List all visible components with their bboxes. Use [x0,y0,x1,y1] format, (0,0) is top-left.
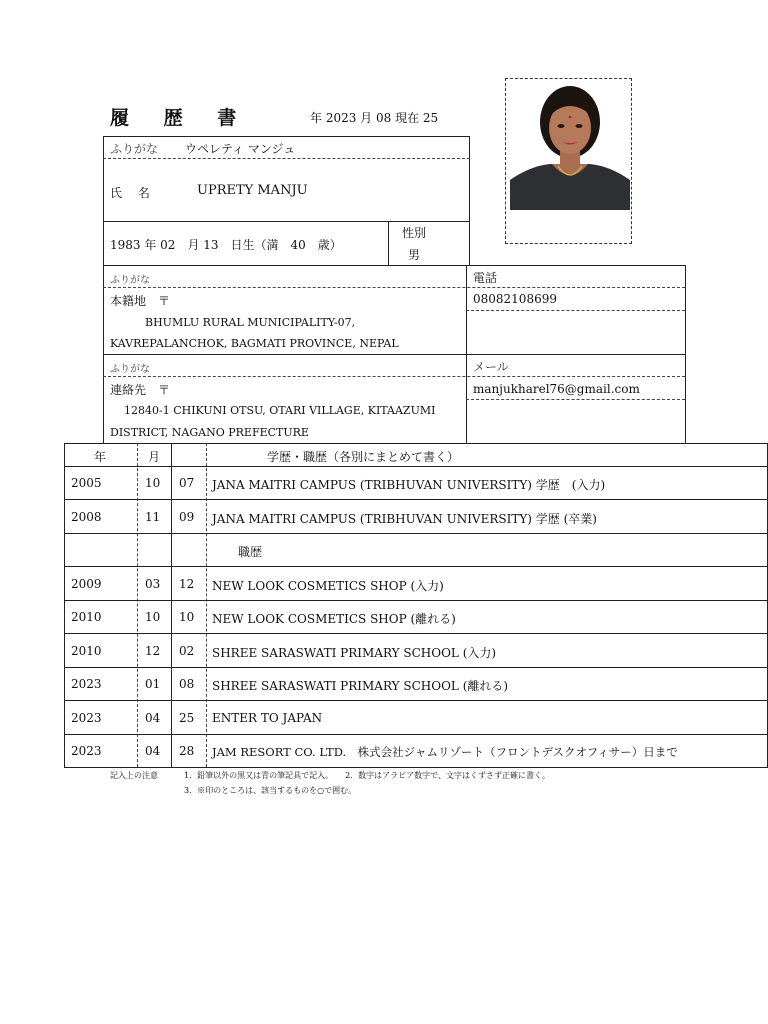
notes-line2: 3．※印のところは、該当するものを○で囲む。 [184,786,357,795]
row-day: 28 [179,744,195,758]
domicile-address-line2: KAVREPALANCHOK, BAGMATI PROVINCE, NEPAL [110,337,399,350]
contact-furigana-divider [103,376,685,377]
row-description: JANA MAITRI CAMPUS (TRIBHUVAN UNIVERSITY) 学歴 (卒業) [212,512,597,526]
row-line [64,533,768,534]
furigana-label: ふりがな [110,142,159,156]
photo-frame [505,78,632,244]
domicile-address-line1: BHUMLU RURAL MUNICIPALITY-07, [145,316,356,329]
address-border-top [103,265,685,266]
row-line [64,466,768,467]
address-border-right [685,265,686,443]
row-day: 10 [179,610,195,624]
date-line: 年 2023 月 08 現在 25 [310,111,439,125]
contact-label: 連絡先 〒 [110,383,171,397]
header-description: 学歴・職歴（各別にまとめて書く） [267,450,460,464]
row-month: 10 [145,476,161,490]
mail-value: manjukharel76@gmail.com [473,382,640,396]
header-month: 月 [148,450,161,464]
furigana-divider [103,158,470,159]
portrait-photo [510,82,630,210]
phone-value: 08082108699 [473,292,557,306]
history-border-top [64,443,768,444]
name-label: 氏 名 [110,186,150,200]
row-day: 02 [179,644,195,658]
contact-furigana-label: ふりがな [110,364,150,375]
row-line [64,499,768,500]
notes-line1: 1．鉛筆以外の黒又は青の筆記具で記入。 2．数字はアラビア数字で、文字はくずさず正確に書く。 [184,771,550,780]
header-year: 年 [94,450,107,464]
row-description: JAM RESORT CO. LTD. 株式会社ジャムリゾート（フロントデスクオフィサー）日まで [212,745,678,759]
row-description: NEW LOOK COSMETICS SHOP (入力) [212,579,444,593]
history-border-bottom [64,767,768,768]
row-description: SHREE SARASWATI PRIMARY SCHOOL (入力) [212,646,497,660]
mail-divider [466,399,685,400]
row-line [64,633,768,634]
name-value: UPRETY MANJU [197,183,308,198]
personal-border-top [103,136,470,137]
col-divider-month [171,443,172,767]
page-title: 履 歴 書 [110,107,251,129]
row-year: 2008 [71,510,102,524]
gender-value: 男 [408,248,421,262]
phone-label: 電話 [473,271,498,285]
row-description: NEW LOOK COSMETICS SHOP (離れる) [212,612,456,626]
notes-label: 記入上の注意 [110,771,158,780]
row-day: 07 [179,476,195,490]
domicile-contact-divider [103,354,685,355]
contact-address-line2: DISTRICT, NAGANO PREFECTURE [110,426,309,439]
birth-date: 1983 年 02 月 13 日生（満 40 歳） [110,238,342,252]
row-year: 2009 [71,577,102,591]
row-line [64,700,768,701]
row-description: SHREE SARASWATI PRIMARY SCHOOL (離れる) [212,679,509,693]
domicile-furigana-label: ふりがな [110,275,150,286]
row-description: ENTER TO JAPAN [212,711,323,725]
gender-divider [388,221,389,266]
row-day: 08 [179,677,195,691]
row-description: 職歴 [238,545,263,559]
row-month: 03 [145,577,161,591]
row-year: 2010 [71,644,102,658]
personal-border-left [103,136,104,266]
personal-border-right [469,136,470,266]
row-day: 09 [179,510,195,524]
row-month: 04 [145,744,161,758]
name-divider [103,221,470,222]
row-year: 2023 [71,711,102,725]
row-month: 04 [145,711,161,725]
row-month: 01 [145,677,161,691]
row-month: 10 [145,610,161,624]
row-line [64,600,768,601]
row-month: 11 [145,510,161,524]
history-border-left [64,443,65,767]
mail-label: メール [473,360,509,374]
row-day: 12 [179,577,195,591]
contact-address-line1: 12840-1 CHIKUNI OTSU, OTARI VILLAGE, KITAAZUMI [124,404,436,417]
col-divider-day [206,443,207,767]
domicile-label: 本籍地 〒 [110,294,171,308]
row-year: 2010 [71,610,102,624]
row-line [64,566,768,567]
row-day: 25 [179,711,195,725]
row-year: 2005 [71,476,102,490]
row-year: 2023 [71,744,102,758]
row-line [64,734,768,735]
gender-label: 性別 [402,226,427,240]
col-divider-year [137,443,138,767]
domicile-furigana-divider [103,287,685,288]
row-description: JANA MAITRI CAMPUS (TRIBHUVAN UNIVERSITY) 学歴 (入力) [212,478,606,492]
row-line [64,667,768,668]
row-month: 12 [145,644,161,658]
phone-divider [466,310,685,311]
row-year: 2023 [71,677,102,691]
furigana-value: ウペレティ マンジュ [185,142,296,156]
